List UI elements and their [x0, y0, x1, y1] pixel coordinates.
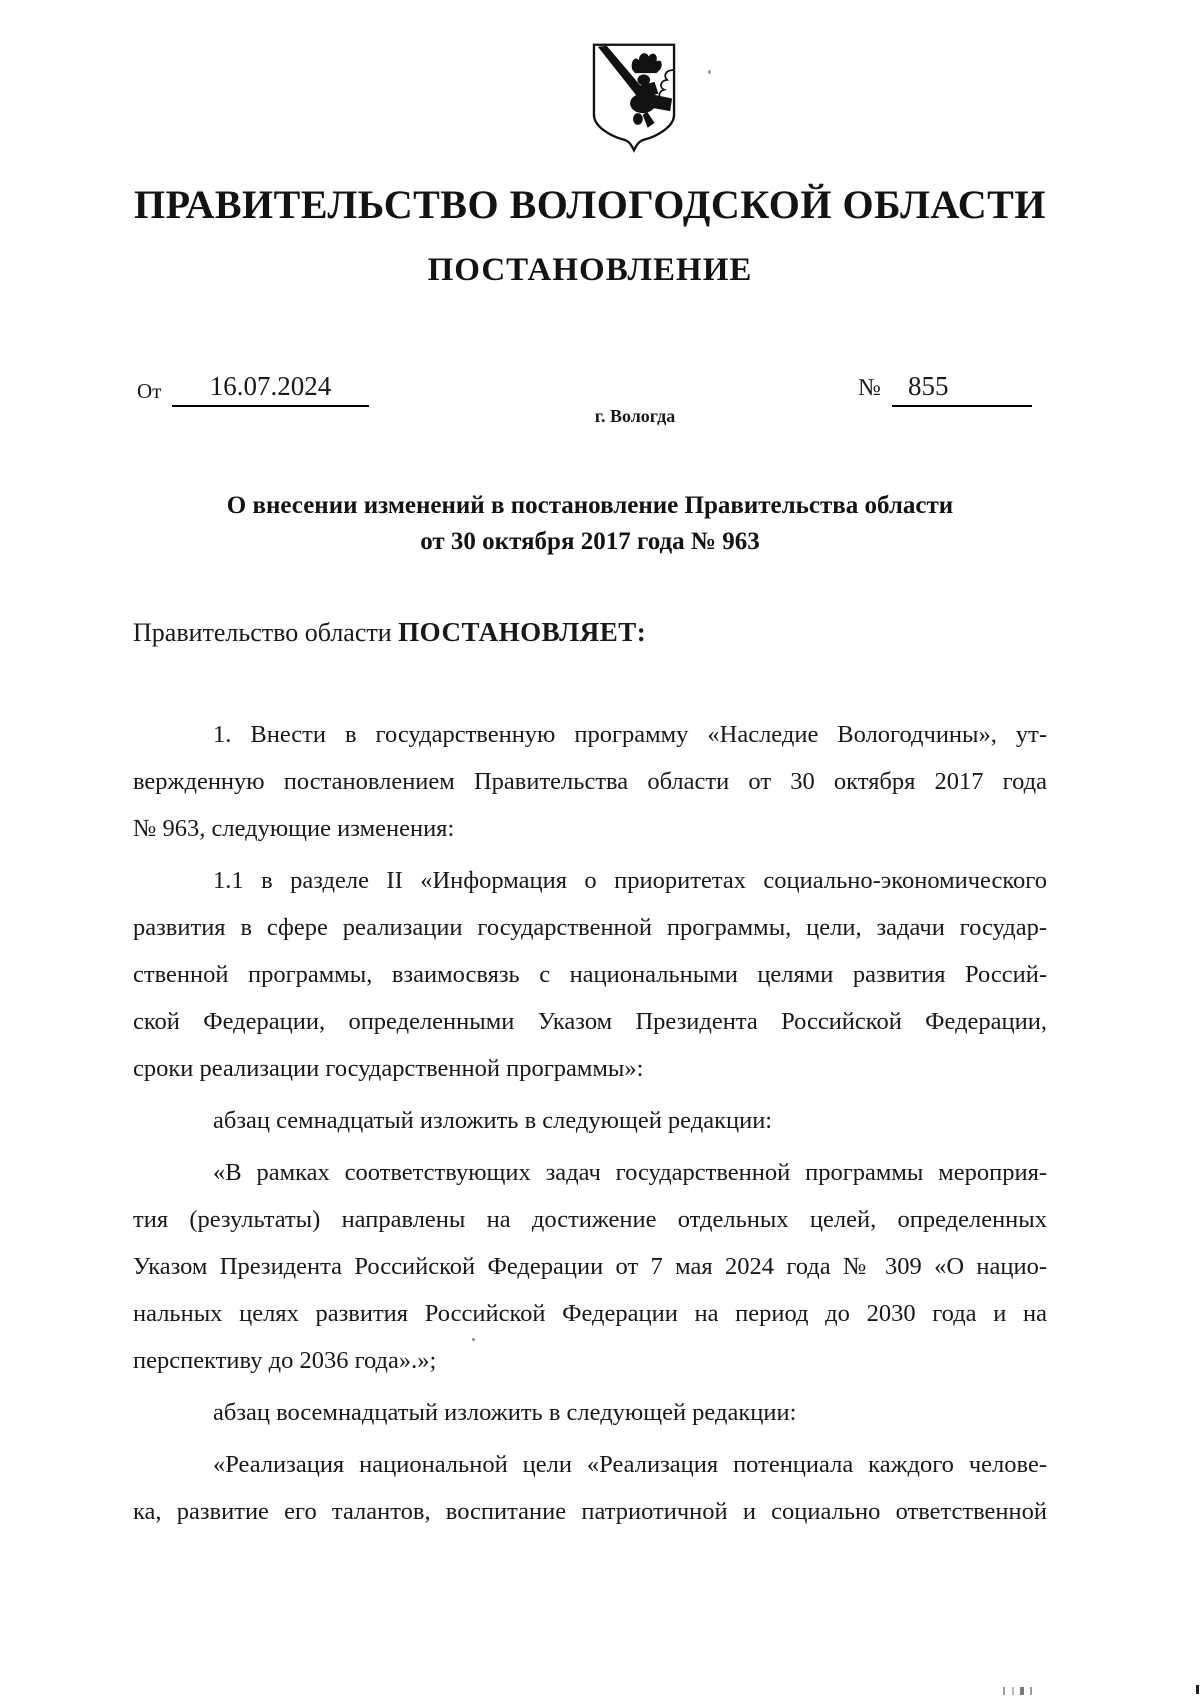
- body-line: развития в сфере реализации государственной программы, цели, задачи государ-: [133, 914, 1047, 941]
- doc-title-line2: от 30 октября 2017 года № 963: [420, 528, 760, 555]
- body-line: «В рамках соответствующих задач государственной программы мероприя-: [213, 1159, 1047, 1186]
- number-value: 855: [892, 371, 1032, 407]
- date-label: От: [137, 379, 162, 403]
- place-line: г. Вологда: [594, 406, 676, 426]
- body-line: вержденную постановлением Правительства области от 30 октября 2017 года: [133, 768, 1047, 795]
- vologda-coat-of-arms-icon: [592, 42, 676, 153]
- body-line: Указом Президента Российской Федерации от 7 мая 2024 года № 309 «О нацио-: [133, 1253, 1047, 1280]
- body-line: «Реализация национальной цели «Реализация потенциала каждого челове-: [213, 1451, 1047, 1478]
- date-value: 16.07.2024: [172, 371, 369, 407]
- scan-artifact: [1020, 1687, 1024, 1695]
- body-text: [133, 706, 1047, 1535]
- scan-artifact: [1196, 1685, 1199, 1694]
- scan-speck: [472, 1338, 475, 1341]
- intro-bold-text: ПОСТАНОВЛЯЕТ:: [398, 617, 647, 647]
- body-line: перспективу до 2036 года».»;: [133, 1347, 437, 1374]
- body-line: нальных целях развития Российской Федерации на период до 2030 года и на: [133, 1300, 1047, 1327]
- scan-artifact: [1030, 1687, 1032, 1695]
- body-line: ской Федерации, определенными Указом Президента Российской Федерации,: [133, 1008, 1047, 1035]
- body-line: абзац семнадцатый изложить в следующей редакции:: [213, 1107, 773, 1134]
- body-line: тия (результаты) направлены на достижение отдельных целей, определенных: [133, 1206, 1047, 1233]
- intro-line: [133, 617, 1047, 648]
- scan-artifact: [1003, 1687, 1005, 1695]
- body-line: 1. Внести в государственную программу «Наследие Вологодчины», ут-: [213, 721, 1047, 748]
- doc-type-heading: ПОСТАНОВЛЕНИЕ: [427, 252, 753, 288]
- doc-title: [133, 488, 1047, 560]
- scan-artifact: [1012, 1687, 1014, 1695]
- body-line: сроки реализации государственной программы»:: [133, 1055, 644, 1082]
- org-name: ПРАВИТЕЛЬСТВО ВОЛОГОДСКОЙ ОБЛАСТИ: [134, 182, 1046, 227]
- body-line: № 963, следующие изменения:: [133, 815, 455, 842]
- scan-speck: [708, 70, 711, 74]
- number-label: №: [858, 375, 881, 401]
- intro-normal-text: Правительство области: [133, 618, 399, 647]
- doc-title-line1: О внесении изменений в постановление Правительства области: [226, 492, 954, 519]
- body-line: ка, развитие его талантов, воспитание патриотичной и социально ответственной: [133, 1498, 1047, 1525]
- body-line: 1.1 в разделе II «Информация о приоритетах социально-экономического: [213, 867, 1047, 894]
- body-line: абзац восемнадцатый изложить в следующей редакции:: [213, 1399, 797, 1426]
- body-line: ственной программы, взаимосвязь с национальными целями развития Россий-: [133, 961, 1047, 988]
